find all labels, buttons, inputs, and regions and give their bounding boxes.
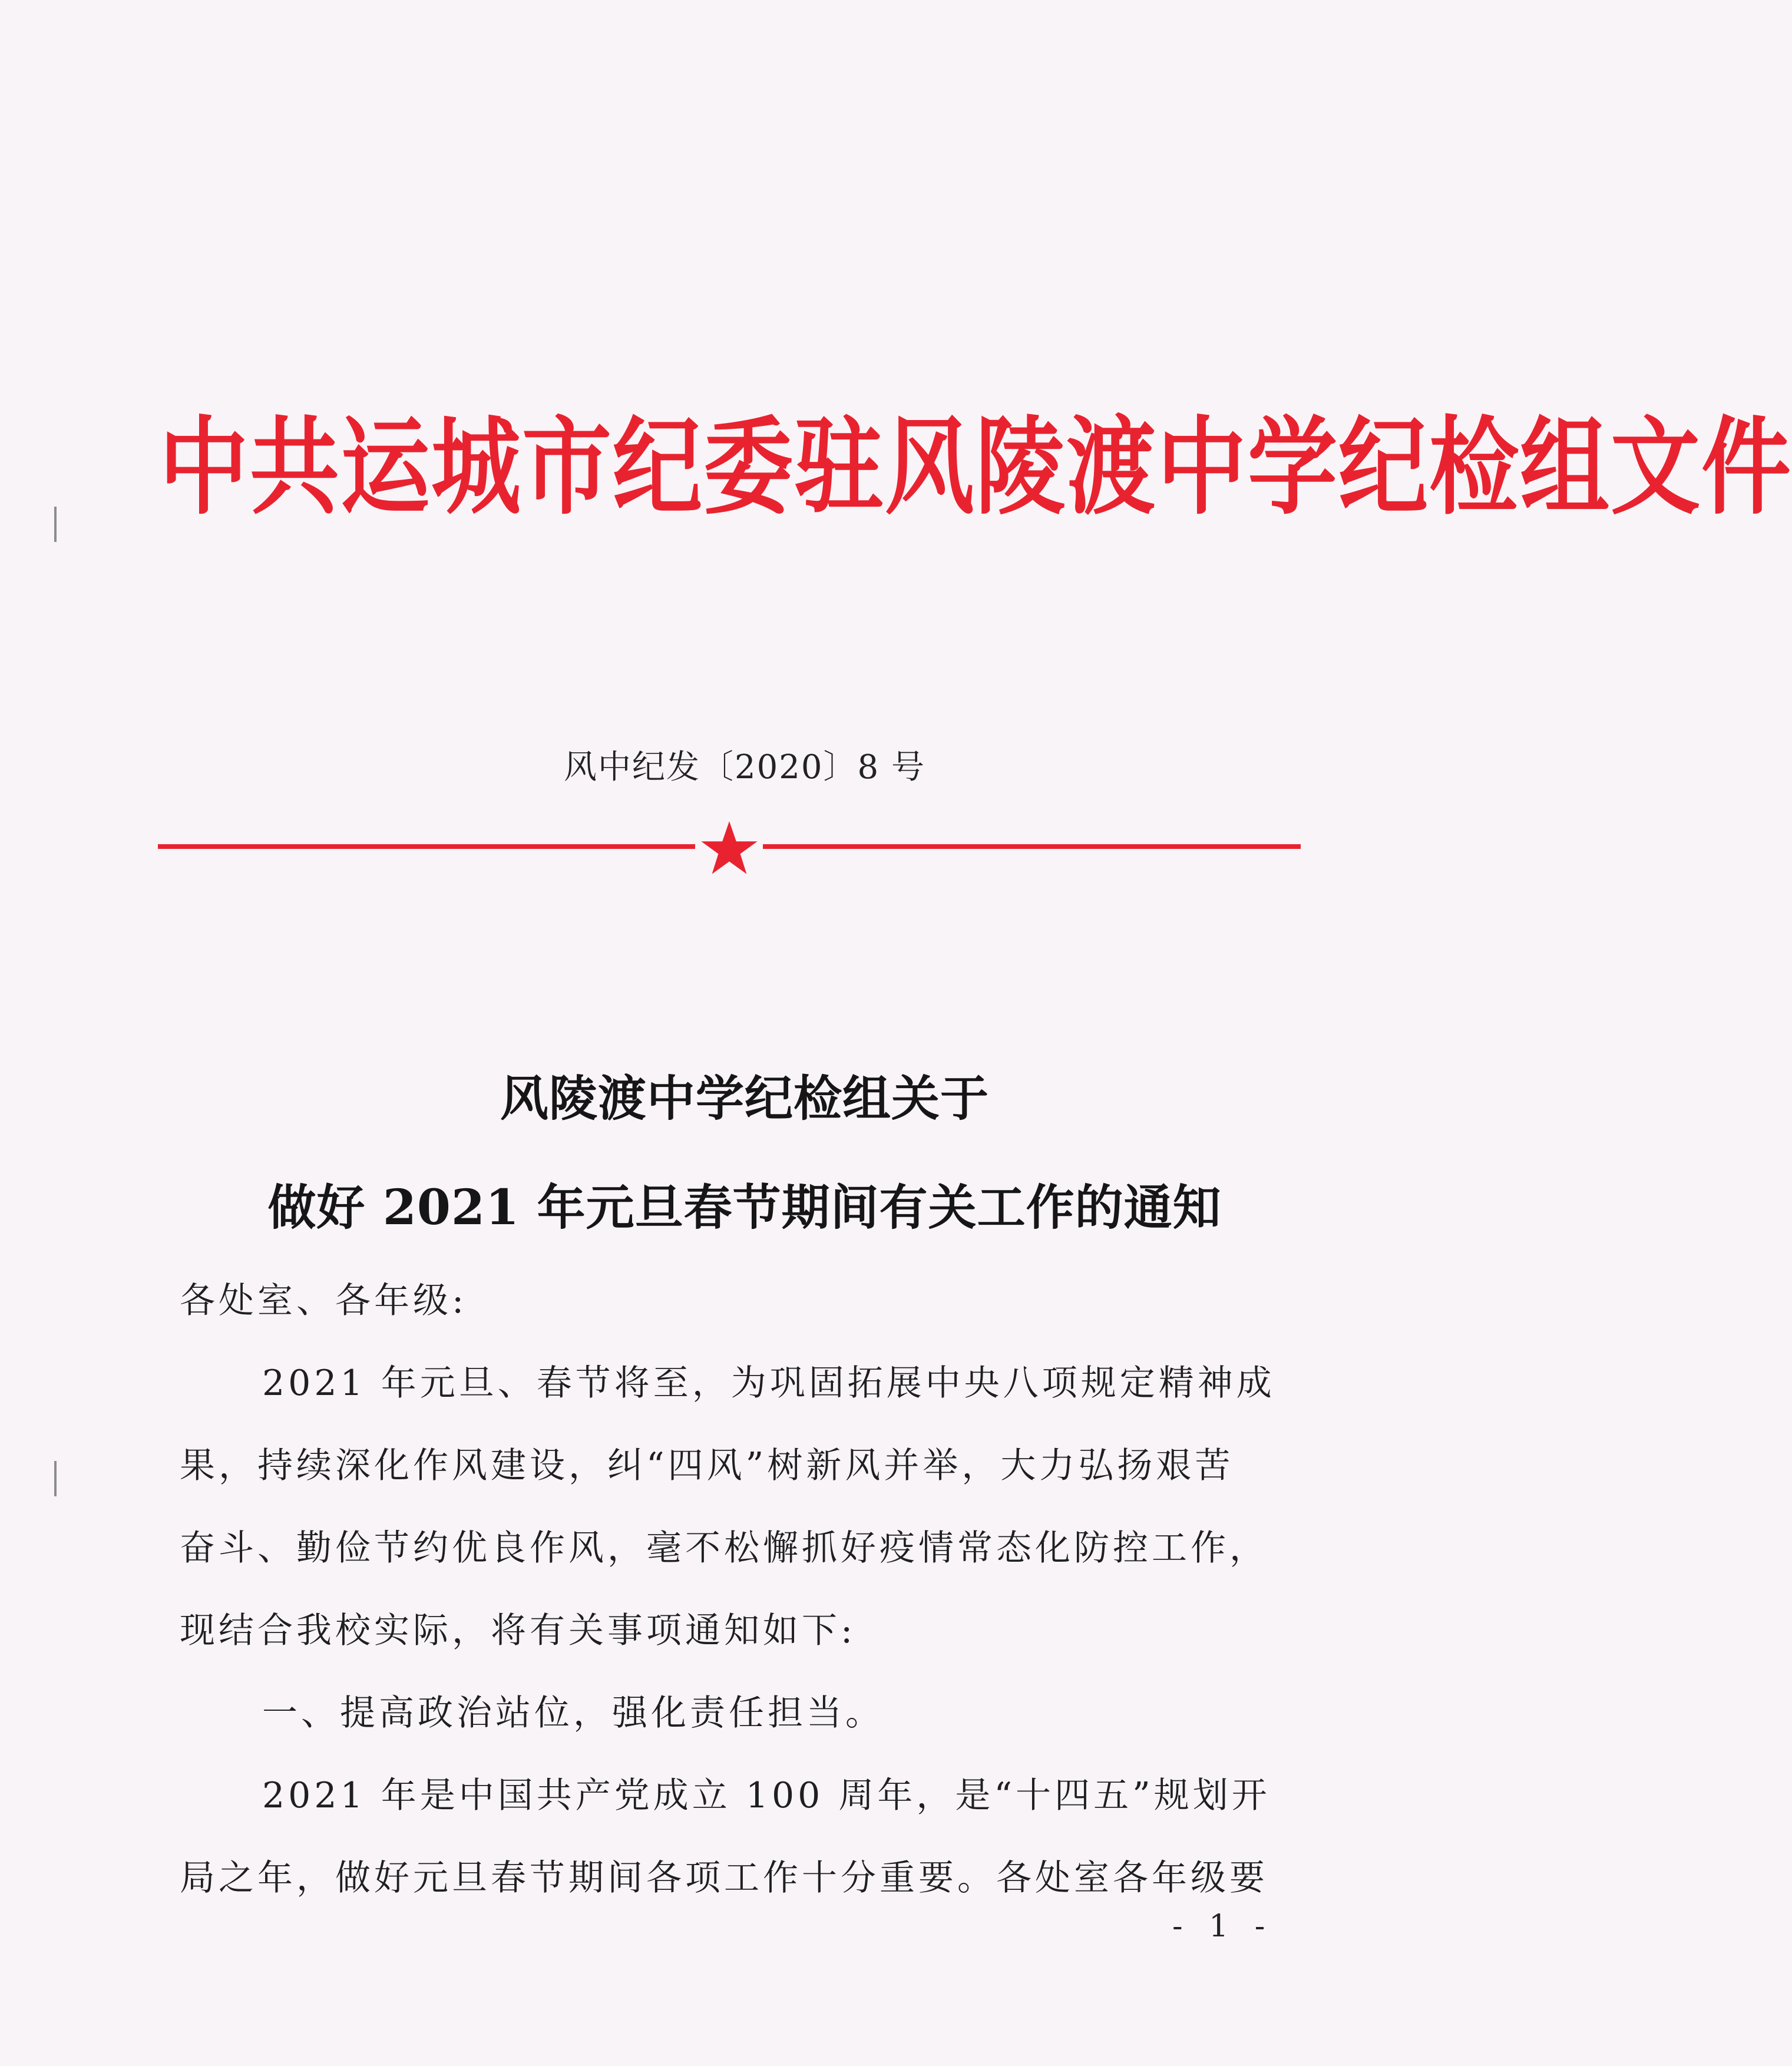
body-line: 局之年，做好元旦春节期间各项工作十分重要。各处室各年级要 (180, 1857, 1268, 1899)
body-line: 果，持续深化作风建设，纠“四风”树新风并举，大力弘扬艰苦 (180, 1445, 1234, 1486)
red-star-icon (700, 819, 759, 878)
header-title: 中共运城市纪委驻风陵渡中学纪检组文件 (159, 404, 1792, 529)
body-line: 2021 年是中国共产党成立 100 周年，是“十四五”规划开 (262, 1775, 1271, 1816)
body-line: 2021 年元旦、春节将至，为巩固拓展中央八项规定精神成 (262, 1363, 1275, 1404)
binder-mark (54, 507, 57, 542)
notice-title-line1: 风陵渡中学纪检组关于 (500, 1070, 989, 1127)
body-line: 奋斗、勤俭节约优良作风，毫不松懈抓好疫情常态化防控工作， (180, 1528, 1268, 1569)
document-number: 风中纪发〔2020〕8 号 (564, 748, 925, 786)
body-line: 现结合我校实际，将有关事项通知如下: (180, 1610, 857, 1651)
notice-title-line2: 做好 2021 年元旦春节期间有关工作的通知 (267, 1179, 1222, 1236)
section-heading: 一、提高政治站位，强化责任担当。 (262, 1693, 884, 1734)
red-rule-right (763, 844, 1301, 849)
binder-mark (54, 1461, 57, 1496)
addressee: 各处室、各年级: (180, 1280, 468, 1321)
red-rule-left (158, 844, 695, 849)
page-number: - 1 - (1172, 1909, 1274, 1944)
